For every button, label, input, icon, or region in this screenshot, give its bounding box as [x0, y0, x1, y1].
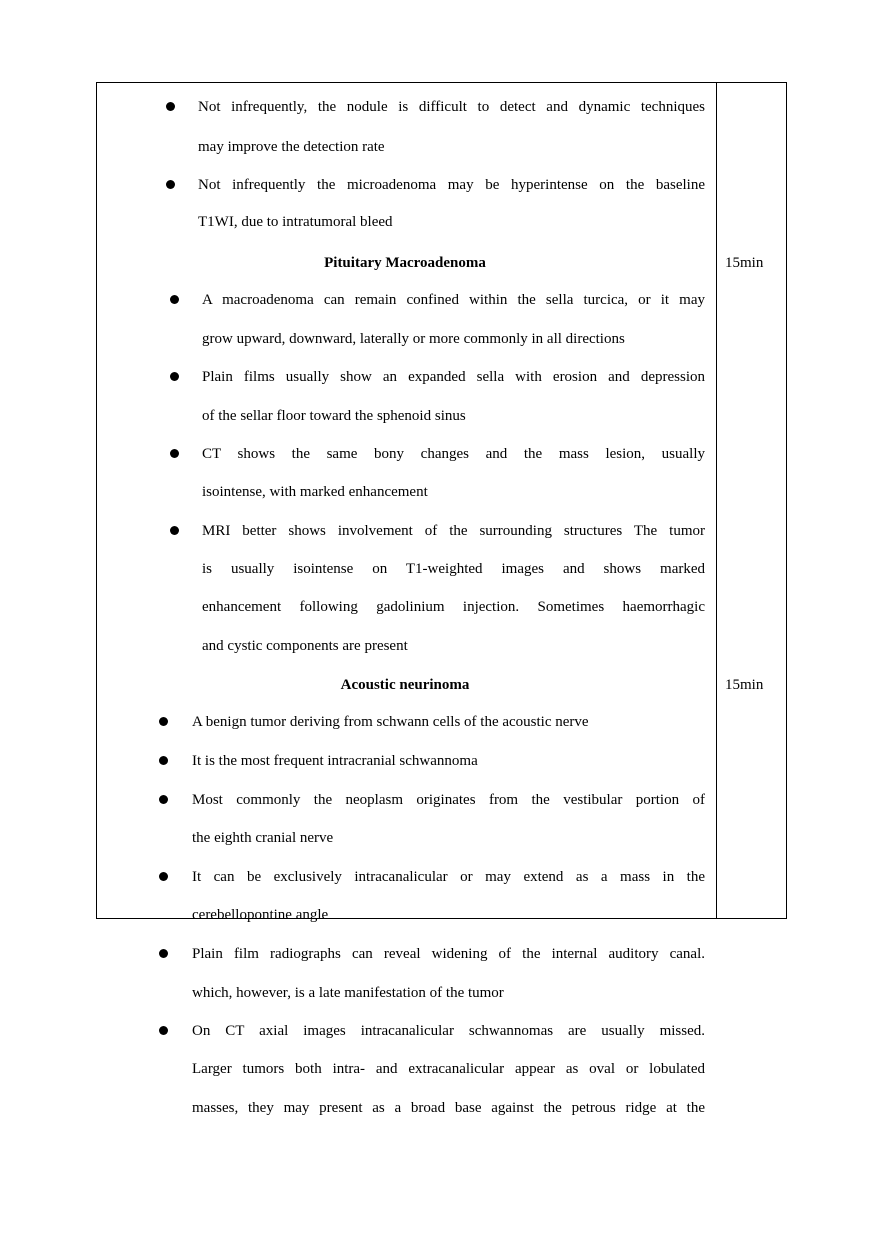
- list-item-line: is usually isointense on T1-weighted images and shows marked: [202, 561, 705, 577]
- list-item-line: A macroadenoma can remain confined within the sella turcica, or it may: [202, 292, 705, 308]
- list-item-line: Plain film radiographs can reveal widening of the internal auditory canal.: [192, 946, 705, 962]
- list-item-line: may improve the detection rate: [198, 139, 385, 155]
- bullet-icon: [159, 872, 168, 881]
- bullet-icon: [159, 949, 168, 958]
- bullet-icon: [166, 102, 175, 111]
- list-item-line: grow upward, downward, laterally or more commonly in all directions: [202, 331, 625, 347]
- list-item-line: cerebellopontine angle: [192, 907, 329, 923]
- list-item-line: It is the most frequent intracranial schwannoma: [192, 753, 478, 769]
- list-item-line: isointense, with marked enhancement: [202, 484, 428, 500]
- column-divider: [716, 83, 717, 918]
- bullet-icon: [170, 526, 179, 535]
- section-heading-macroadenoma: Pituitary Macroadenoma: [324, 255, 486, 271]
- list-item-line: of the sellar floor toward the sphenoid sinus: [202, 408, 466, 424]
- list-item-line: Most commonly the neoplasm originates from the vestibular portion of: [192, 792, 705, 808]
- list-item-line: Not infrequently, the nodule is difficult to detect and dynamic techniques: [198, 99, 705, 115]
- bullet-icon: [170, 449, 179, 458]
- duration-label: 15min: [725, 677, 764, 693]
- bullet-icon: [159, 1026, 168, 1035]
- bullet-icon: [166, 180, 175, 189]
- bullet-icon: [170, 372, 179, 381]
- list-item-line: enhancement following gadolinium injection. Sometimes haemorrhagic: [202, 599, 705, 615]
- duration-label: 15min: [725, 255, 764, 271]
- list-item-line: Larger tumors both intra- and extracanalicular appear as oval or lobulated: [192, 1061, 705, 1077]
- bullet-icon: [159, 717, 168, 726]
- list-item-line: MRI better shows involvement of the surrounding structures The tumor: [202, 523, 705, 539]
- list-item-line: T1WI, due to intratumoral bleed: [198, 214, 393, 230]
- list-item-line: Plain films usually show an expanded sella with erosion and depression: [202, 369, 705, 385]
- bullet-icon: [159, 795, 168, 804]
- bullet-icon: [170, 295, 179, 304]
- list-item-line: masses, they may present as a broad base against the petrous ridge at the: [192, 1100, 705, 1116]
- list-item-line: A benign tumor deriving from schwann cells of the acoustic nerve: [192, 714, 589, 730]
- list-item-line: the eighth cranial nerve: [192, 830, 334, 846]
- list-item-line: and cystic components are present: [202, 638, 408, 654]
- list-item-line: CT shows the same bony changes and the mass lesion, usually: [202, 446, 705, 462]
- list-item-line: It can be exclusively intracanalicular or may extend as a mass in the: [192, 869, 705, 885]
- list-item-line: which, however, is a late manifestation of the tumor: [192, 985, 504, 1001]
- list-item-line: Not infrequently the microadenoma may be hyperintense on the baseline: [198, 177, 705, 193]
- list-item-line: On CT axial images intracanalicular schwannomas are usually missed.: [192, 1023, 705, 1039]
- bullet-icon: [159, 756, 168, 765]
- section-heading-acoustic-neurinoma: Acoustic neurinoma: [340, 677, 470, 693]
